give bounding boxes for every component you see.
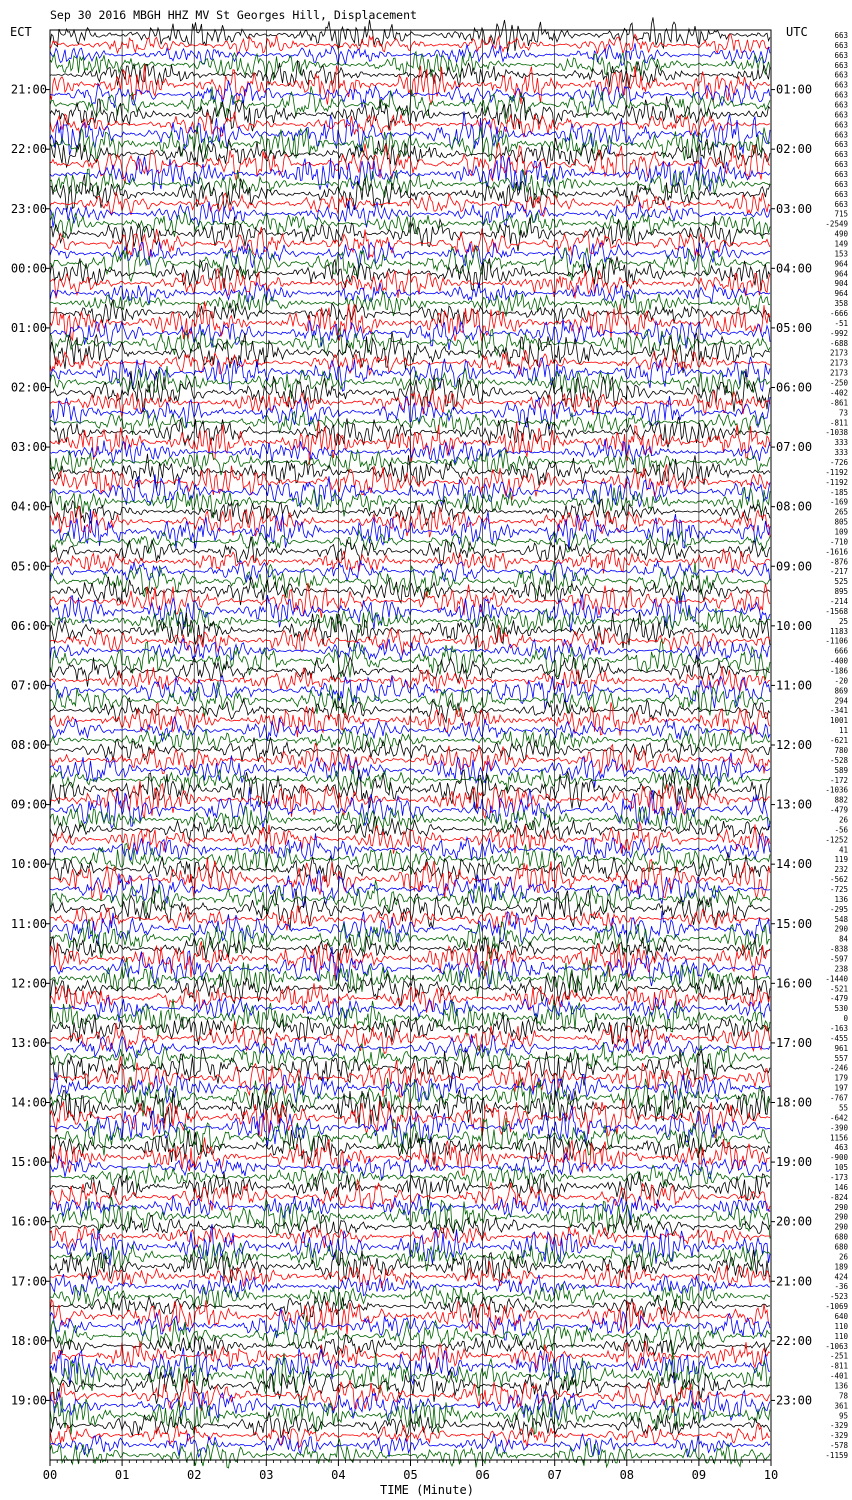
- row-offset-27: 358: [834, 299, 848, 309]
- row-offset-69: 1001: [829, 716, 848, 726]
- trace-row-58: [50, 592, 770, 631]
- x-tick-label-0: 00: [42, 1468, 58, 1482]
- x-tick-label-7: 07: [547, 1468, 562, 1482]
- row-offset-61: -1106: [825, 636, 848, 646]
- right-hour-label-10: 11:00: [776, 678, 813, 693]
- trace-row-43: [50, 449, 770, 475]
- row-offset-31: -688: [829, 338, 848, 348]
- row-offset-18: 715: [834, 209, 848, 219]
- x-axis: [43, 1460, 778, 1482]
- x-tick-label-8: 08: [619, 1468, 635, 1482]
- row-offset-78: -479: [829, 805, 848, 815]
- row-offset-52: -1616: [825, 547, 848, 557]
- row-offset-117: -824: [829, 1192, 848, 1202]
- row-offset-100: -163: [829, 1024, 848, 1034]
- row-offset-133: -251: [829, 1351, 848, 1361]
- row-offset-32: 2173: [829, 348, 848, 358]
- trace-row-89: [50, 906, 770, 931]
- row-offset-24: 964: [834, 269, 848, 279]
- left-hour-label-4: 01:00: [10, 320, 47, 335]
- left-hour-label-11: 08:00: [10, 738, 47, 752]
- row-offset-82: 41: [838, 845, 848, 855]
- trace-row-7: [50, 86, 770, 123]
- row-offset-105: 179: [834, 1073, 848, 1083]
- row-offset-88: -295: [829, 904, 848, 914]
- row-offset-129: 640: [834, 1312, 848, 1322]
- right-hour-label-18: 19:00: [776, 1155, 813, 1170]
- row-offset-113: -900: [829, 1153, 848, 1163]
- row-offset-112: 463: [834, 1143, 848, 1153]
- row-offset-54: -217: [829, 567, 848, 577]
- row-offset-87: 136: [834, 894, 848, 904]
- x-tick-label-2: 02: [186, 1468, 202, 1482]
- left-hour-label-10: 07:00: [10, 678, 47, 693]
- right-hour-label-14: 15:00: [776, 916, 813, 931]
- row-offset-9: 663: [834, 120, 848, 130]
- trace-row-4: [50, 61, 770, 88]
- row-offset-128: -1069: [825, 1302, 848, 1312]
- left-hour-label-5: 02:00: [10, 380, 47, 395]
- right-hour-label-13: 14:00: [776, 857, 813, 872]
- row-offset-68: -341: [829, 706, 848, 716]
- row-offset-125: 424: [834, 1272, 848, 1282]
- right-hour-label-15: 16:00: [776, 976, 813, 991]
- row-offset-140: -329: [829, 1421, 848, 1431]
- row-offset-92: -838: [829, 944, 848, 954]
- row-offset-57: -214: [829, 597, 848, 607]
- row-offset-6: 663: [834, 90, 848, 100]
- row-offset-11: 663: [834, 140, 848, 150]
- row-offset-64: -186: [829, 666, 848, 676]
- x-axis-label: TIME (Minute): [380, 1483, 474, 1497]
- trace-row-106: [50, 1070, 770, 1103]
- row-offset-94: 238: [834, 964, 848, 974]
- trace-row-63: [50, 640, 770, 680]
- row-offset-126: -36: [834, 1282, 848, 1292]
- left-hour-label-21: 18:00: [10, 1333, 47, 1348]
- row-offset-119: 290: [834, 1212, 848, 1222]
- right-hour-label-1: 02:00: [776, 142, 813, 157]
- row-offset-143: -1159: [825, 1451, 848, 1461]
- row-offset-135: -401: [829, 1371, 848, 1381]
- row-offset-118: 290: [834, 1202, 848, 1212]
- row-offset-33: 2173: [829, 358, 848, 368]
- row-offset-80: -56: [834, 825, 848, 835]
- row-offset-70: 11: [838, 726, 848, 736]
- trace-row-37: [50, 388, 770, 417]
- right-hour-label-3: 04:00: [776, 261, 813, 276]
- row-offset-labels: [825, 31, 848, 1460]
- row-offset-76: -1036: [825, 785, 848, 795]
- left-hour-label-15: 12:00: [10, 976, 47, 991]
- row-offset-26: 964: [834, 289, 848, 299]
- row-offset-67: 294: [834, 696, 848, 706]
- row-offset-55: 525: [834, 577, 848, 587]
- row-offset-114: 105: [834, 1163, 848, 1173]
- right-hour-label-9: 10:00: [776, 618, 813, 633]
- left-hour-label-17: 14:00: [10, 1095, 47, 1110]
- row-offset-134: -811: [829, 1361, 848, 1371]
- row-offset-13: 663: [834, 160, 848, 170]
- row-offset-130: 110: [834, 1321, 848, 1331]
- row-offset-20: 490: [834, 229, 848, 239]
- trace-row-55: [50, 561, 770, 599]
- trace-row-98: [50, 997, 770, 1022]
- row-offset-124: 189: [834, 1262, 848, 1272]
- right-hour-label-7: 08:00: [776, 499, 813, 514]
- row-offset-47: -169: [829, 497, 848, 507]
- row-offset-4: 663: [834, 70, 848, 80]
- row-offset-137: 78: [838, 1391, 848, 1401]
- row-offset-96: -521: [829, 984, 848, 994]
- row-offset-2: 663: [834, 50, 848, 60]
- trace-row-107: [50, 1077, 770, 1118]
- right-hour-label-2: 03:00: [776, 201, 813, 216]
- left-hour-label-19: 16:00: [10, 1214, 47, 1229]
- right-hour-label-0: 01:00: [776, 82, 813, 97]
- row-offset-65: -20: [834, 676, 848, 686]
- right-hour-label-20: 21:00: [776, 1274, 813, 1289]
- row-offset-53: -876: [829, 557, 848, 567]
- row-offset-75: -172: [829, 775, 848, 785]
- x-tick-label-5: 05: [403, 1468, 418, 1482]
- row-offset-66: 869: [834, 686, 848, 696]
- trace-row-125: [50, 1261, 770, 1288]
- left-hour-label-8: 05:00: [10, 559, 47, 574]
- row-offset-83: 119: [834, 855, 848, 865]
- row-offset-73: -528: [829, 755, 848, 765]
- row-offset-36: -402: [829, 388, 848, 398]
- row-offset-110: -390: [829, 1123, 848, 1133]
- trace-row-0: [50, 17, 770, 52]
- left-hour-label-2: 23:00: [10, 201, 47, 216]
- right-hour-label-4: 05:00: [776, 320, 813, 335]
- x-tick-label-6: 06: [475, 1468, 490, 1482]
- row-offset-19: -2549: [825, 219, 848, 229]
- row-offset-63: -400: [829, 656, 848, 666]
- row-offset-17: 663: [834, 199, 848, 209]
- right-hour-label-8: 09:00: [776, 559, 813, 574]
- trace-row-20: [50, 216, 770, 251]
- row-offset-3: 663: [834, 60, 848, 70]
- row-offset-79: 26: [838, 815, 848, 825]
- row-offset-71: -621: [829, 736, 848, 746]
- left-hour-label-7: 04:00: [10, 499, 47, 514]
- left-hour-label-13: 10:00: [10, 857, 47, 872]
- row-offset-39: -811: [829, 418, 848, 428]
- trace-row-49: [50, 505, 770, 537]
- row-offset-22: 153: [834, 249, 848, 259]
- row-offset-109: -642: [829, 1113, 848, 1123]
- row-offset-10: 663: [834, 130, 848, 140]
- right-hour-label-6: 07:00: [776, 440, 813, 455]
- left-hour-label-12: 09:00: [10, 797, 47, 812]
- row-offset-59: 25: [838, 616, 848, 626]
- row-offset-49: 805: [834, 517, 848, 527]
- row-offset-90: 290: [834, 924, 848, 934]
- trace-row-135: [50, 1353, 770, 1396]
- chart-title: Sep 30 2016 MBGH HHZ MV St Georges Hill, Displacement: [50, 8, 417, 22]
- row-offset-72: 780: [834, 745, 848, 755]
- row-offset-42: 333: [834, 448, 848, 458]
- row-offset-12: 663: [834, 150, 848, 160]
- row-offset-0: 663: [834, 30, 848, 40]
- row-offset-23: 964: [834, 259, 848, 269]
- row-offset-141: -329: [829, 1431, 848, 1441]
- row-offset-50: 109: [834, 527, 848, 537]
- right-axis-label: UTC: [786, 25, 808, 39]
- row-offset-15: 663: [834, 179, 848, 189]
- trace-row-9: [50, 112, 770, 138]
- row-offset-101: -455: [829, 1033, 848, 1043]
- row-offset-48: 265: [834, 507, 848, 517]
- row-offset-51: -710: [829, 537, 848, 547]
- row-offset-74: 589: [834, 765, 848, 775]
- row-offset-111: 1156: [829, 1133, 848, 1143]
- trace-row-100: [50, 1012, 770, 1045]
- row-offset-86: -725: [829, 884, 848, 894]
- row-offset-43: -726: [829, 457, 848, 467]
- right-hour-label-16: 17:00: [776, 1035, 813, 1050]
- row-offset-121: 680: [834, 1232, 848, 1242]
- row-offset-77: 882: [834, 795, 848, 805]
- row-offset-89: 548: [834, 914, 848, 924]
- right-hour-label-5: 06:00: [776, 380, 813, 395]
- right-hour-label-11: 12:00: [776, 738, 813, 752]
- row-offset-21: 149: [834, 239, 848, 249]
- trace-row-13: [50, 142, 770, 183]
- x-tick-label-3: 03: [259, 1468, 274, 1482]
- row-offset-45: -1192: [825, 477, 848, 487]
- row-offset-14: 663: [834, 169, 848, 179]
- row-offset-95: -1440: [825, 974, 848, 984]
- left-axis-label: ECT: [10, 25, 32, 39]
- row-offset-5: 663: [834, 80, 848, 90]
- row-offset-97: -479: [829, 994, 848, 1004]
- row-offset-30: -992: [829, 328, 848, 338]
- row-offset-131: 110: [834, 1331, 848, 1341]
- row-offset-93: -597: [829, 954, 848, 964]
- left-hour-label-22: 19:00: [10, 1393, 47, 1408]
- row-offset-46: -185: [829, 487, 848, 497]
- x-tick-label-10: 10: [763, 1468, 779, 1482]
- row-offset-35: -250: [829, 378, 848, 388]
- trace-row-51: [50, 531, 770, 554]
- row-offset-136: 136: [834, 1381, 848, 1391]
- row-offset-29: -51: [834, 318, 848, 328]
- trace-row-2: [50, 43, 770, 65]
- row-offset-138: 361: [834, 1401, 848, 1411]
- row-offset-106: 197: [834, 1083, 848, 1093]
- x-tick-label-4: 04: [331, 1468, 346, 1482]
- left-hour-label-16: 13:00: [10, 1035, 47, 1050]
- row-offset-91: 84: [838, 934, 848, 944]
- trace-row-28: [50, 299, 770, 324]
- row-offset-98: 530: [834, 1004, 848, 1014]
- right-hour-label-19: 20:00: [776, 1214, 813, 1229]
- row-offset-8: 663: [834, 110, 848, 120]
- row-offset-104: -246: [829, 1063, 848, 1073]
- row-offset-38: 73: [838, 408, 848, 418]
- row-offset-139: 95: [838, 1411, 848, 1421]
- trace-row-82: [50, 833, 770, 860]
- left-hour-label-3: 00:00: [10, 261, 47, 276]
- row-offset-58: -1568: [825, 606, 848, 616]
- left-hour-label-14: 11:00: [10, 916, 47, 931]
- trace-row-14: [50, 156, 770, 192]
- right-hour-label-17: 18:00: [776, 1095, 813, 1110]
- right-hour-label-22: 23:00: [776, 1393, 813, 1408]
- trace-layer: [50, 17, 770, 1468]
- trace-row-47: [50, 487, 770, 518]
- row-offset-25: 904: [834, 279, 848, 289]
- trace-row-25: [50, 269, 770, 299]
- row-offset-107: -767: [829, 1093, 848, 1103]
- row-offset-103: 557: [834, 1053, 848, 1063]
- trace-row-10: [50, 111, 770, 155]
- x-tick-label-9: 09: [691, 1468, 707, 1482]
- right-hour-label-12: 13:00: [776, 797, 813, 812]
- left-hour-label-0: 21:00: [10, 82, 47, 97]
- trace-row-99: [50, 999, 770, 1038]
- row-offset-44: -1192: [825, 467, 848, 477]
- row-offset-37: -861: [829, 398, 848, 408]
- trace-row-81: [50, 822, 770, 854]
- left-hour-label-9: 06:00: [10, 618, 47, 633]
- left-hour-axis: [11, 83, 50, 1408]
- trace-row-15: [50, 169, 770, 200]
- row-offset-120: 290: [834, 1222, 848, 1232]
- row-offset-116: 146: [834, 1182, 848, 1192]
- row-offset-115: -173: [829, 1172, 848, 1182]
- row-offset-99: 0: [843, 1014, 848, 1024]
- row-offset-28: -666: [829, 309, 848, 319]
- x-tick-label-1: 01: [114, 1468, 130, 1482]
- row-offset-81: -1252: [825, 835, 848, 845]
- row-offset-41: 333: [834, 438, 848, 448]
- row-offset-60: 1183: [829, 626, 848, 636]
- trace-row-84: [50, 852, 770, 882]
- row-offset-16: 663: [834, 189, 848, 199]
- row-offset-7: 663: [834, 100, 848, 110]
- row-offset-84: 232: [834, 865, 848, 875]
- row-offset-62: 666: [834, 646, 848, 656]
- left-hour-label-1: 22:00: [10, 142, 47, 157]
- row-offset-102: 961: [834, 1043, 848, 1053]
- row-offset-34: 2173: [829, 368, 848, 378]
- row-offset-122: 680: [834, 1242, 848, 1252]
- row-offset-56: 895: [834, 587, 848, 597]
- trace-row-141: [50, 1424, 770, 1448]
- right-hour-label-21: 22:00: [776, 1333, 813, 1348]
- trace-row-17: [50, 192, 770, 216]
- row-offset-40: -1038: [825, 428, 848, 438]
- row-offset-127: -523: [829, 1292, 848, 1302]
- row-offset-108: 55: [838, 1103, 848, 1113]
- trace-row-22: [50, 242, 770, 269]
- row-offset-142: -578: [829, 1441, 848, 1451]
- left-hour-label-20: 17:00: [10, 1274, 47, 1289]
- row-offset-1: 663: [834, 40, 848, 50]
- right-hour-axis: [771, 83, 812, 1408]
- row-offset-123: 26: [838, 1252, 848, 1262]
- left-hour-label-6: 03:00: [10, 440, 47, 455]
- row-offset-85: -562: [829, 875, 848, 885]
- row-offset-132: -1063: [825, 1341, 848, 1351]
- left-hour-label-18: 15:00: [10, 1155, 47, 1170]
